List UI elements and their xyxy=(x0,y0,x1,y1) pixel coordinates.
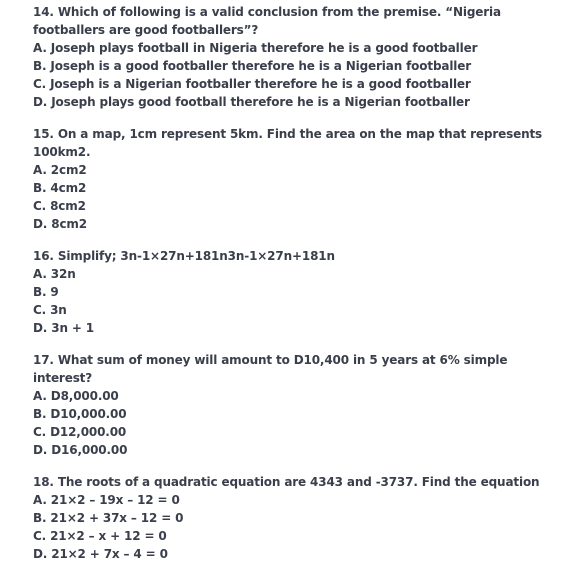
option-b: B. 9 xyxy=(33,285,59,299)
question-text: 14. Which of following is a valid conclusion from the premise. “Nigeria footballers are good footballers”? xyxy=(33,5,501,37)
question-text: 18. The roots of a quadratic equation are 4343 and -3737. Find the equation xyxy=(33,475,540,489)
option-c: C. 8cm2 xyxy=(33,199,86,213)
question-17 xyxy=(33,351,553,459)
option-c: C. D12,000.00 xyxy=(33,425,127,439)
question-text: 16. Simplify; 3n-1×27n+181n3n-1×27n+181n xyxy=(33,249,335,263)
option-d: D. Joseph plays good football therefore he is a Nigerian footballer xyxy=(33,95,470,109)
option-b: B. 4cm2 xyxy=(33,181,87,195)
option-b: B. Joseph is a good footballer therefore he is a Nigerian footballer xyxy=(33,59,472,73)
option-b: B. D10,000.00 xyxy=(33,407,127,421)
option-b: B. 21×2 + 37x – 12 = 0 xyxy=(33,511,184,525)
option-a: A. 21×2 – 19x – 12 = 0 xyxy=(33,493,180,507)
option-a: A. Joseph plays football in Nigeria therefore he is a good footballer xyxy=(33,41,478,55)
option-c: C. 3n xyxy=(33,303,67,317)
option-a: A. 32n xyxy=(33,267,76,281)
option-d: D. 3n + 1 xyxy=(33,321,94,335)
question-text: 17. What sum of money will amount to D10,400 in 5 years at 6% simple interest? xyxy=(33,353,508,385)
option-d: D. 8cm2 xyxy=(33,217,87,231)
option-d: D. D16,000.00 xyxy=(33,443,128,457)
option-d: D. 21×2 + 7x – 4 = 0 xyxy=(33,547,168,561)
option-c: C. 21×2 – x + 12 = 0 xyxy=(33,529,167,543)
quiz-document xyxy=(33,3,553,577)
question-18 xyxy=(33,473,553,563)
option-a: A. D8,000.00 xyxy=(33,389,119,403)
question-text: 15. On a map, 1cm represent 5km. Find the area on the map that represents 100km2. xyxy=(33,127,543,159)
question-16 xyxy=(33,247,553,337)
option-a: A. 2cm2 xyxy=(33,163,87,177)
question-14 xyxy=(33,3,553,111)
option-c: C. Joseph is a Nigerian footballer therefore he is a good footballer xyxy=(33,77,471,91)
question-15 xyxy=(33,125,553,233)
